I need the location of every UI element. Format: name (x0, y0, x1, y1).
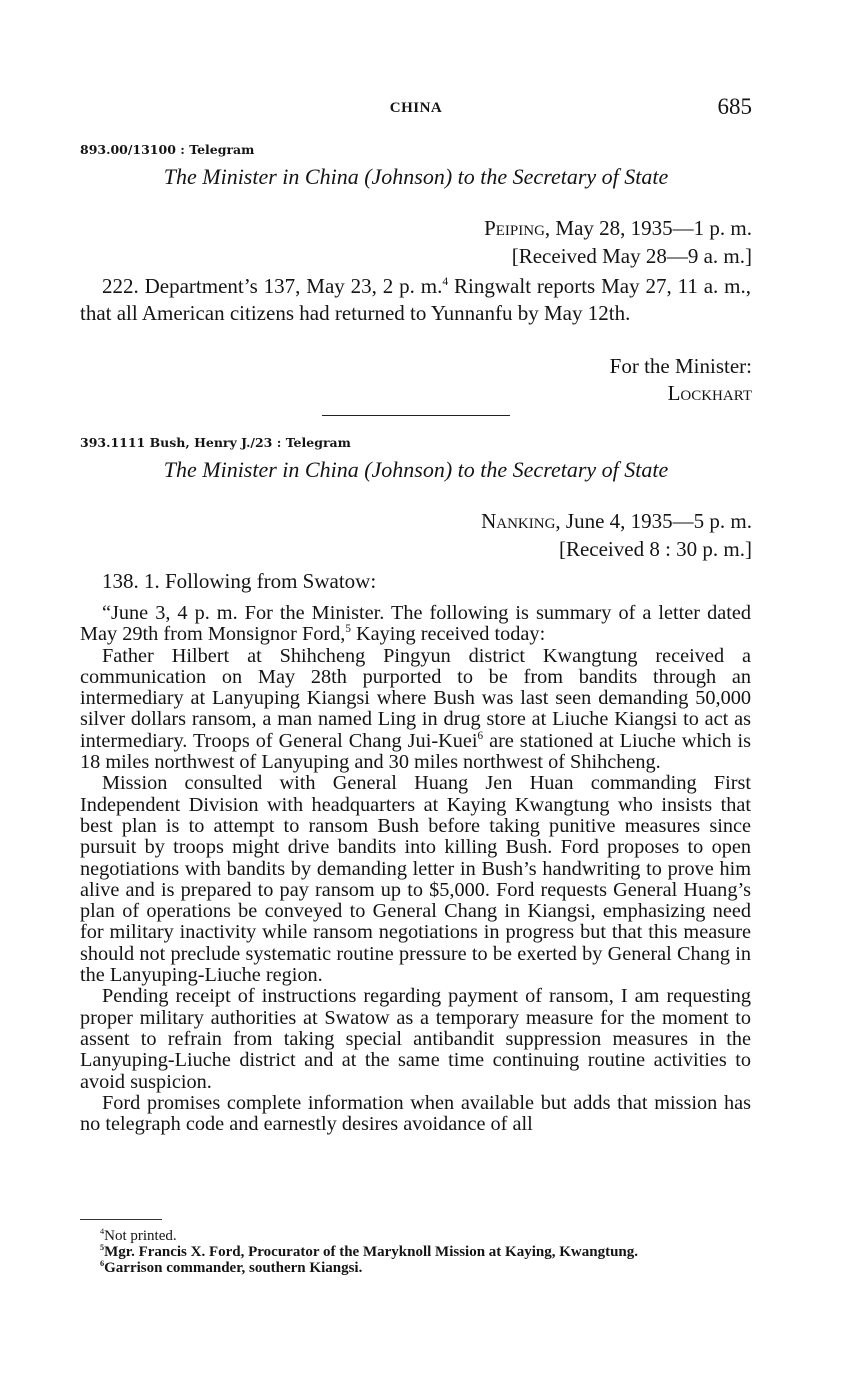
paragraph (80, 273, 751, 327)
footnote-marker: 5 (345, 623, 351, 636)
received-note: [Received 8 : 30 p. m.] (558, 537, 752, 561)
document-heading-1: The Minister in China (Johnson) to the Secretary of State (163, 164, 669, 189)
footnote-marker: 4 (442, 276, 449, 288)
footnote-text: Mgr. Francis X. Ford, Procurator of the Maryknoll Mission at Kaying, Kwangtung. (104, 1244, 639, 1260)
footnote-text: Not printed. (104, 1228, 177, 1244)
received-note: [Received May 28—9 a. m.] (511, 244, 752, 268)
footnote-text: Garrison commander, southern Kiangsi. (104, 1260, 363, 1276)
section-divider (322, 415, 510, 416)
paragraph: Ford promises complete information when available but adds that mission has no telegraph code and earnestly desires avoidance of all (80, 1091, 751, 1136)
dateline-place: Peiping (484, 216, 545, 240)
footnote (80, 1244, 751, 1260)
signoff-1 (610, 353, 752, 407)
dateline-place: Nanking (481, 509, 556, 533)
signer-name: Lockhart (667, 381, 752, 405)
running-head (80, 94, 752, 124)
signoff-line: For the Minister: (609, 354, 752, 378)
file-reference-2: 393.1111 Bush, Henry J./23 : Telegram (80, 435, 351, 450)
footnote (80, 1260, 751, 1276)
telegram-body-2 (80, 603, 751, 1135)
paragraph (80, 603, 751, 646)
dateline-1 (484, 214, 752, 270)
telegram-intro-2 (80, 568, 751, 595)
footnote-marker: 4 (100, 1227, 105, 1236)
footnote-marker: 6 (477, 730, 484, 743)
dateline-date: , May 28, 1935—1 p. m. (544, 216, 752, 240)
paragraph (80, 646, 751, 774)
document-heading-2: The Minister in China (Johnson) to the Secretary of State (163, 457, 669, 482)
footnote-marker: 5 (100, 1243, 105, 1252)
dateline-2 (481, 507, 752, 563)
telegram-body-1 (80, 273, 751, 327)
paragraph-text: are stationed at Liuche which is 18 miles northwest of Lanyuping and 30 miles northwest of Shihcheng. (80, 729, 751, 774)
paragraph-text: Ringwalt reports May 27, 11 a. m., that all American citizens had returned to Yunnanfu by May 12th. (80, 274, 751, 325)
paragraph-text: “June 3, 4 p. m. For the Minister. The following is summary of a letter dated May 29th from Monsignor Ford, (80, 602, 751, 646)
paragraph-text: Kaying received today: (350, 623, 546, 646)
footnote-marker: 6 (100, 1259, 105, 1268)
paragraph: Mission consulted with General Huang Jen Huan commanding First Independent Division with headquarters at Kaying Kwangtung who insists that best plan is to attempt to ransom Bush before taking punitive measures since pursuit by troops might drive bandits into killing Bush. Ford proposes to open negotiations with bandits by demanding letter in Bush’s handwriting to prove him alive and is prepared to pay ransom up to $5,000. Ford requests General Huang’s plan of operations be conveyed to General Chang in Kiangsi, emphasizing need for military inactivity while ransom negotiations in progress but that this measure should not preclude systematic routine pressure to be exerted by General Chang in the Lanyuping-Liuche region. (80, 772, 751, 987)
footnote (80, 1228, 751, 1244)
dateline-date: , June 4, 1935—5 p. m. (555, 509, 752, 533)
file-reference-1: 893.00/13100 : Telegram (80, 142, 255, 157)
page-number: 685 (717, 94, 752, 119)
footnotes (80, 1228, 751, 1276)
footnote-rule (80, 1219, 162, 1220)
paragraph: 138. 1. Following from Swatow: (102, 569, 377, 593)
paragraph-text: 222. Department’s 137, May 23, 2 p. m. (102, 274, 443, 298)
paragraph: Pending receipt of instructions regarding payment of ransom, I am requesting proper military authorities at Swatow as a temporary measure for the moment to assent to refrain from taking special antibandit suppression measures in the Lanyuping-Liuche district and at the same time continuing routine activities to avoid suspicion. (80, 985, 751, 1093)
paragraph-text: Father Hilbert at Shihcheng Pingyun district Kwangtung received a communication on May 28th purported to be from bandits through an intermediary at Lanyuping Kiangsi where Bush was last seen demanding 50,000 silver dollars ransom, a man named Ling in drug store at Liuche Kiangsi to act as intermediary. Troops of General Chang Jui-Kuei (80, 644, 751, 752)
running-title: CHINA (389, 100, 443, 116)
